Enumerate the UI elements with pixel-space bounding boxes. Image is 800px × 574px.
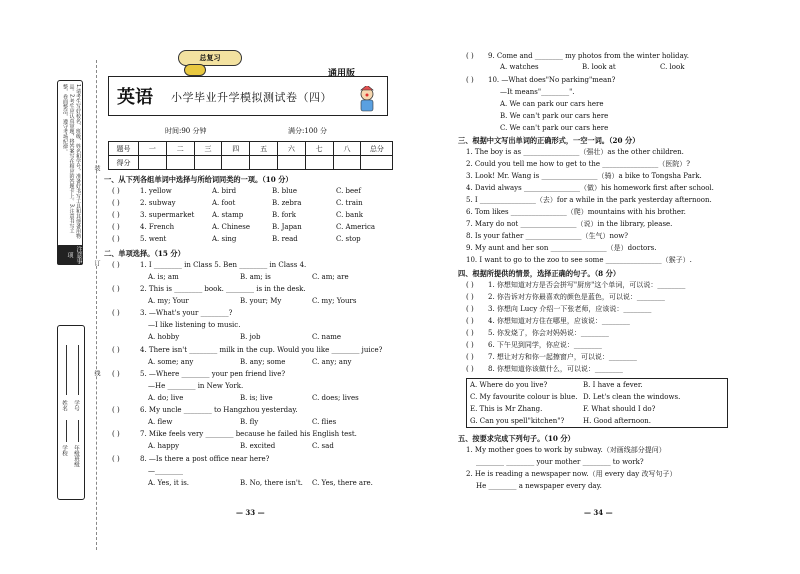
fill-blank-item: 7. Mary do not ________________（说）in the library, please. bbox=[466, 220, 673, 228]
answer-paren[interactable]: ( ) bbox=[112, 430, 120, 438]
option-b: B. No, there isn't. bbox=[240, 479, 303, 487]
table-cell: 二 bbox=[166, 142, 194, 156]
score-input-cell[interactable] bbox=[194, 156, 222, 170]
answer-paren[interactable]: ( ) bbox=[466, 353, 474, 361]
question-text: 6. My uncle ________ to Hangzhou yesterday. bbox=[140, 406, 298, 414]
option-b: B. fork bbox=[272, 211, 296, 219]
fill-blank-item: 1. The boy is as ________________（强壮）as the other children. bbox=[466, 148, 684, 156]
option-text: E. This is Mr Zhang. bbox=[470, 405, 543, 413]
answer-paren[interactable]: ( ) bbox=[466, 76, 474, 84]
school-label: 学校 bbox=[61, 445, 67, 456]
table-cell: 三 bbox=[194, 142, 222, 156]
question-text-2: —I like listening to music. bbox=[148, 321, 241, 329]
answer-paren[interactable]: ( ) bbox=[112, 370, 120, 378]
option-c: C. look bbox=[660, 63, 685, 71]
option-c: C. does; lives bbox=[312, 394, 359, 402]
answer-paren[interactable]: ( ) bbox=[466, 293, 474, 301]
option-text: D. Let's clean the windows. bbox=[583, 393, 681, 401]
page-number-left: — 33 — bbox=[236, 508, 265, 517]
field-line bbox=[78, 345, 79, 395]
option-c: C. America bbox=[336, 223, 376, 231]
answer-paren[interactable]: ( ) bbox=[466, 52, 474, 60]
score-input-cell[interactable] bbox=[305, 156, 333, 170]
option-c: C. sad bbox=[312, 442, 334, 450]
student-info-box bbox=[57, 325, 85, 500]
option-b: B. your; My bbox=[240, 297, 282, 305]
question-text: 1. My mother goes to work by subway.（对画线部分提问） bbox=[466, 446, 666, 454]
question-word: 2. subway bbox=[140, 199, 176, 207]
fill-blank-item: 4. David always ________________（做）his homework first after school. bbox=[466, 184, 714, 192]
question-word: 3. supermarket bbox=[140, 211, 195, 219]
review-badge: 总复习 bbox=[178, 50, 242, 66]
name-label: 姓名 bbox=[61, 400, 67, 411]
option-b: B. excited bbox=[240, 442, 276, 450]
option-text: B. I have a fever. bbox=[583, 381, 643, 389]
cut-mark: 订 bbox=[93, 260, 100, 266]
answer-paren[interactable]: ( ) bbox=[466, 341, 474, 349]
option-text: G. Can you spell"kitchen"? bbox=[470, 417, 565, 425]
answer-paren[interactable]: ( ) bbox=[112, 261, 120, 269]
option-b: B. blue bbox=[272, 187, 297, 195]
answer-paren[interactable]: ( ) bbox=[112, 309, 120, 317]
table-cell: 七 bbox=[305, 142, 333, 156]
question-text: 3. —What's your ________? bbox=[140, 309, 233, 317]
option-a: A. is; am bbox=[148, 273, 179, 281]
answer-paren[interactable]: ( ) bbox=[466, 365, 474, 373]
option-b: B. look at bbox=[582, 63, 616, 71]
score-input-cell[interactable] bbox=[222, 156, 250, 170]
option-c: C. bank bbox=[336, 211, 363, 219]
question-text: 1. I ________ in Class 5. Ben ________ in Class 4. bbox=[140, 261, 307, 269]
field-line bbox=[78, 420, 79, 442]
score-input-cell[interactable] bbox=[250, 156, 278, 170]
id-label: 学号 bbox=[73, 400, 79, 411]
question-word: 5. went bbox=[140, 235, 167, 243]
score-input-cell[interactable] bbox=[361, 156, 393, 170]
option-b: B. zebra bbox=[272, 199, 302, 207]
score-table bbox=[108, 141, 393, 170]
score-input-cell[interactable] bbox=[277, 156, 305, 170]
question-text: 10. —What does"No parking"mean? bbox=[488, 76, 616, 84]
option-a: A. sing bbox=[212, 235, 237, 243]
section-4-title: 四、根据所提供的情景，选择正确的句子。（8 分） bbox=[458, 269, 621, 278]
option-text: F. What should I do? bbox=[583, 405, 656, 413]
option-b: B. am; is bbox=[240, 273, 271, 281]
option-c: C. name bbox=[312, 333, 342, 341]
score-input-cell[interactable] bbox=[139, 156, 167, 170]
answer-paren[interactable]: ( ) bbox=[112, 455, 120, 463]
option-c: C. am; are bbox=[312, 273, 349, 281]
table-cell: 五 bbox=[250, 142, 278, 156]
situation-text: 3. 你想向 Lucy 介绍一下张老师，应该说：________ bbox=[488, 305, 652, 313]
table-cell: 得分 bbox=[109, 156, 139, 170]
option-c: C. flies bbox=[312, 418, 337, 426]
fill-blank-item: 5. I ________________（去）for a while in the park yesterday afternoon. bbox=[466, 196, 712, 204]
option-a: A. flew bbox=[148, 418, 173, 426]
question-text: 9. Come and ________ my photos from the winter holiday. bbox=[488, 52, 690, 60]
answer-paren[interactable]: ( ) bbox=[112, 346, 120, 354]
field-line bbox=[66, 345, 67, 395]
question-word: 1. yellow bbox=[140, 187, 172, 195]
answer-paren[interactable]: ( ) bbox=[112, 235, 120, 243]
table-cell: 八 bbox=[333, 142, 361, 156]
situation-text: 6. 下午见到同学，你应说：________ bbox=[488, 341, 602, 349]
option-b: B. any; some bbox=[240, 358, 286, 366]
clown-illustration bbox=[356, 86, 378, 112]
table-cell: 六 bbox=[277, 142, 305, 156]
answer-line[interactable]: ________ ________ your mother ________ to work? bbox=[476, 458, 644, 466]
options-box bbox=[466, 378, 728, 428]
option-b: B. Japan bbox=[272, 223, 302, 231]
question-text: 2. This is ________ book. ________ is in the desk. bbox=[140, 285, 306, 293]
section-2-title: 二、单项选择。（15 分） bbox=[104, 249, 185, 258]
table-cell: 总分 bbox=[361, 142, 393, 156]
question-word: 4. French bbox=[140, 223, 175, 231]
answer-paren[interactable]: ( ) bbox=[112, 211, 120, 219]
cut-mark: 线 bbox=[93, 370, 100, 376]
option-a: A. hobby bbox=[148, 333, 180, 341]
question-text: 8. —Is there a post office near here? bbox=[140, 455, 270, 463]
option-a: A. bird bbox=[212, 187, 237, 195]
page-number-right: — 34 — bbox=[584, 508, 613, 517]
option-text: A. Where do you live? bbox=[470, 381, 548, 389]
situation-text: 2. 你告诉对方你最喜欢的颜色是蓝色，可以说：________ bbox=[488, 293, 665, 301]
option-c: C. my; Yours bbox=[312, 297, 357, 305]
notice-tab: 注意事项 bbox=[57, 245, 83, 265]
answer-paren[interactable]: ( ) bbox=[112, 285, 120, 293]
section-1-title: 一、从下列各组单词中选择与所给词同类的一项。（10 分） bbox=[104, 175, 293, 184]
section-5-title: 五、按要求完成下列句子。（10 分） bbox=[458, 434, 575, 443]
fill-blank-item: 9. My aunt and her son ________________（是）doctors. bbox=[466, 244, 657, 252]
option-a: A. happy bbox=[148, 442, 180, 450]
option-b: B. read bbox=[272, 235, 298, 243]
cut-mark: 装 bbox=[93, 165, 100, 171]
option-c: C. stop bbox=[336, 235, 361, 243]
option-a: A. We can park our cars here bbox=[500, 100, 604, 108]
option-a: A. foot bbox=[212, 199, 236, 207]
option-text: C. My favourite colour is blue. bbox=[470, 393, 578, 401]
answer-paren[interactable]: ( ) bbox=[112, 406, 120, 414]
option-b: B. fly bbox=[240, 418, 259, 426]
option-a: A. some; any bbox=[148, 358, 194, 366]
option-a: A. stamp bbox=[212, 211, 244, 219]
section-3-title: 三、根据中文写出单词的正确形式，一空一词。（20 分） bbox=[458, 136, 640, 145]
answer-paren[interactable]: ( ) bbox=[466, 305, 474, 313]
option-a: A. watches bbox=[500, 63, 539, 71]
option-c: C. any; any bbox=[312, 358, 352, 366]
fill-blank-item: 8. Is your father ________________（生气）now? bbox=[466, 232, 629, 240]
option-b: B. job bbox=[240, 333, 261, 341]
score-table-score-row bbox=[109, 156, 393, 170]
table-cell: 四 bbox=[222, 142, 250, 156]
situation-text: 8. 你想知道你该做什么，可以说：________ bbox=[488, 365, 623, 373]
situation-text: 4. 你想知道对方住在哪里，应该说：________ bbox=[488, 317, 630, 325]
score-input-cell[interactable] bbox=[166, 156, 194, 170]
option-a: A. my; Your bbox=[148, 297, 189, 305]
option-c: C. beef bbox=[336, 187, 361, 195]
option-a: A. Chinese bbox=[212, 223, 250, 231]
answer-paren[interactable]: ( ) bbox=[112, 187, 120, 195]
class-label: 年级班级 bbox=[73, 445, 79, 467]
answer-paren[interactable]: ( ) bbox=[112, 223, 120, 231]
option-c: C. We can't park our cars here bbox=[500, 124, 609, 132]
notice-text: 1.请考生写好校名、班级、姓名和学号，准备好书写工具和其他备用物品。2.考生应认真审题，将答案写在相应的答题卡上。3.注意书写工整，卷面整洁，遵守考场纪律。 bbox=[62, 84, 81, 239]
field-line bbox=[66, 420, 67, 442]
answer-paren[interactable]: ( ) bbox=[112, 199, 120, 207]
situation-text: 7. 想让对方和你一起擦窗户，可以说：________ bbox=[488, 353, 637, 361]
question-text: 2. He is reading a newspaper now.（用 every day 改写句子） bbox=[466, 470, 677, 478]
option-a: A. do; live bbox=[148, 394, 184, 402]
question-text: 5. —Where ________ your pen friend live? bbox=[140, 370, 286, 378]
situation-text: 1. 你想知道对方是否会拼写"厨房"这个单词，可以说：________ bbox=[488, 281, 686, 289]
question-text-2: —It means"________". bbox=[500, 88, 575, 96]
question-text: 7. Mike feels very ________ because he failed his English test. bbox=[140, 430, 357, 438]
situation-text: 5. 你发烧了，你会对妈妈说：________ bbox=[488, 329, 609, 337]
fill-blank-item: 6. Tom likes ________________（爬）mountains with his brother. bbox=[466, 208, 686, 216]
score-label: 满分:100 分 bbox=[288, 127, 327, 135]
option-b: B. is; live bbox=[240, 394, 273, 402]
option-b: B. We can't park our cars here bbox=[500, 112, 609, 120]
table-cell: 一 bbox=[139, 142, 167, 156]
score-table-header-row bbox=[109, 142, 393, 156]
question-text-2: —________ bbox=[148, 467, 183, 475]
option-c: C. Yes, there are. bbox=[312, 479, 373, 487]
question-text: 4. There isn't ________ milk in the cup. Would you like ________ juice? bbox=[140, 346, 383, 354]
exam-title: 小学毕业升学模拟测试卷（四） bbox=[171, 91, 332, 104]
option-a: A. Yes, it is. bbox=[148, 479, 190, 487]
option-text: H. Good afternoon. bbox=[583, 417, 652, 425]
question-text-2: —He ________ in New York. bbox=[148, 382, 244, 390]
answer-paren[interactable]: ( ) bbox=[466, 281, 474, 289]
edition-label: 通用版 bbox=[328, 69, 356, 79]
cut-line bbox=[96, 60, 97, 550]
fill-blank-item: 2. Could you tell me how to get to the ________________（医院）? bbox=[466, 160, 691, 168]
fill-blank-item: 3. Look! Mr. Wang is ________________（骑）a bike to Tongsha Park. bbox=[466, 172, 702, 180]
bee-illustration bbox=[184, 64, 206, 76]
answer-paren[interactable]: ( ) bbox=[466, 317, 474, 325]
time-label: 时间:90 分钟 bbox=[165, 127, 207, 135]
title-box bbox=[108, 76, 388, 116]
table-cell: 题号 bbox=[109, 142, 139, 156]
fill-blank-item: 10. I want to go to the zoo to see some ________________（猴子）. bbox=[466, 256, 692, 264]
score-input-cell[interactable] bbox=[333, 156, 361, 170]
subject-title: 英语 bbox=[117, 87, 153, 108]
answer-paren[interactable]: ( ) bbox=[466, 329, 474, 337]
option-c: C. train bbox=[336, 199, 363, 207]
answer-line[interactable]: He ________ a newspaper every day. bbox=[476, 482, 602, 490]
